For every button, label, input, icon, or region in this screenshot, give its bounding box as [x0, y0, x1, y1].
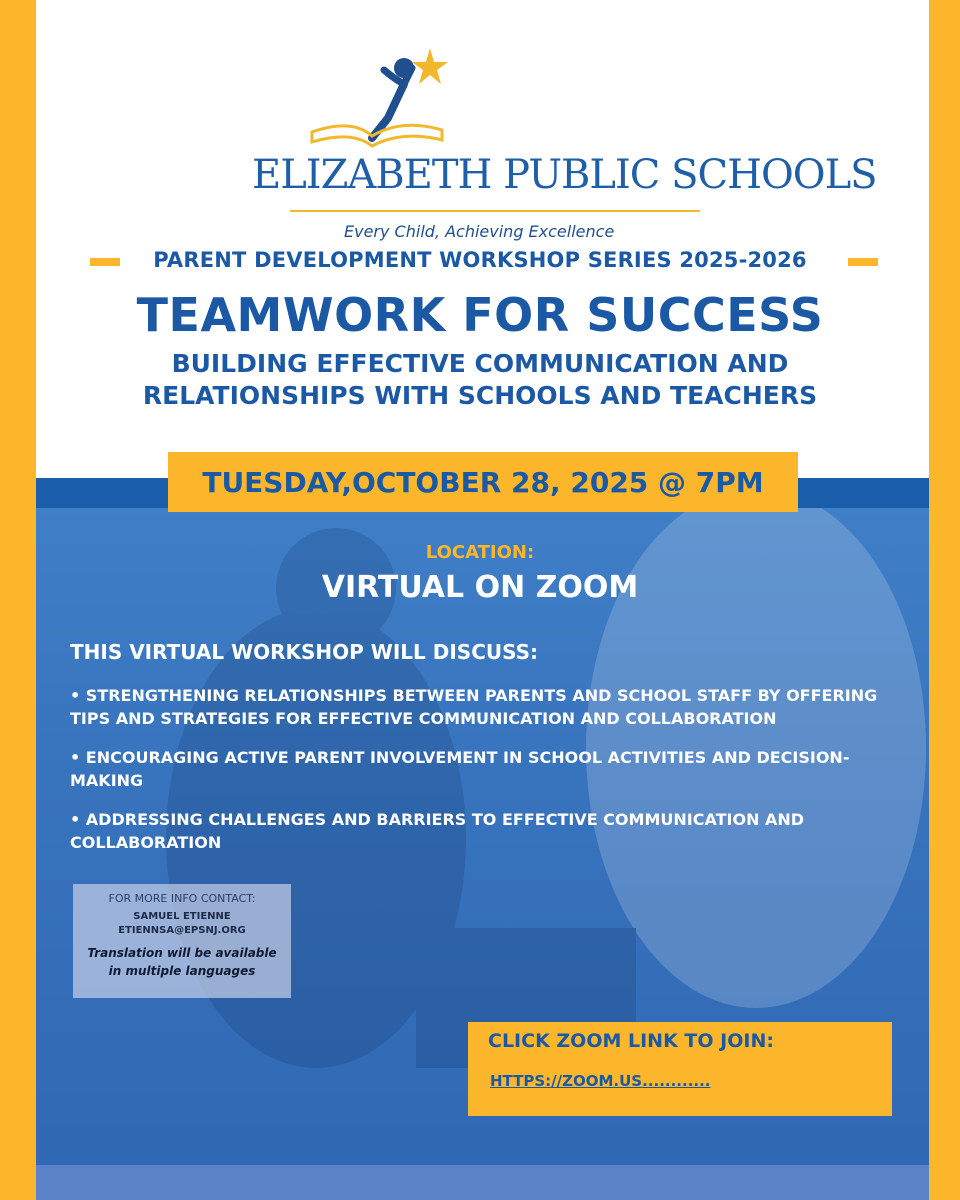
zoom-box — [468, 1022, 892, 1116]
discussion-points — [70, 684, 890, 870]
zoom-label: CLICK ZOOM LINK TO JOIN: — [488, 1030, 774, 1052]
contact-email: ETIENNSA@EPSNJ.ORG — [118, 925, 246, 936]
logo-title: ELIZABETH PUBLIC SCHOOLS — [252, 152, 877, 198]
workshop-subtitle — [0, 348, 960, 412]
contact-box — [73, 884, 291, 998]
zoom-link[interactable]: HTTPS://ZOOM.US............ — [490, 1072, 711, 1090]
translation-note-line-2: in multiple languages — [108, 964, 256, 978]
discussion-point: • ADDRESSING CHALLENGES AND BARRIERS TO EFFECTIVE COMMUNICATION AND COLLABORATION — [70, 810, 805, 852]
series-heading: PARENT DEVELOPMENT WORKSHOP SERIES 2025-2026 — [153, 248, 807, 272]
discussion-point: • STRENGTHENING RELATIONSHIPS BETWEEN PARENTS AND SCHOOL STAFF BY OFFERING TIPS AND STRATEGIES FOR EFFECTIVE COMMUNICATION AND COLLABORATION — [70, 686, 878, 728]
bottom-band — [36, 1165, 929, 1200]
date-banner — [168, 452, 798, 512]
location-value: VIRTUAL ON ZOOM — [321, 570, 639, 605]
reader-figure-icon — [292, 40, 452, 160]
event-date: TUESDAY,OCTOBER 28, 2025 @ 7PM — [202, 465, 764, 499]
workshop-title: TEAMWORK FOR SUCCESS — [136, 288, 824, 342]
district-logo — [252, 40, 877, 241]
discussion-heading: THIS VIRTUAL WORKSHOP WILL DISCUSS: — [70, 640, 539, 664]
discussion-point: • ENCOURAGING ACTIVE PARENT INVOLVEMENT IN SCHOOL ACTIVITIES AND DECISION-MAKING — [70, 748, 850, 790]
logo-rule — [290, 210, 700, 212]
logo-tagline: Every Child, Achieving Excellence — [344, 222, 615, 241]
contact-label: FOR MORE INFO CONTACT: — [108, 892, 256, 905]
location-label: LOCATION: — [425, 542, 535, 563]
subtitle-line-1: BUILDING EFFECTIVE COMMUNICATION AND — [171, 349, 789, 378]
subtitle-line-2: RELATIONSHIPS WITH SCHOOLS AND TEACHERS — [142, 381, 818, 410]
contact-name: SAMUEL ETIENNE — [133, 911, 231, 922]
translation-note-line-1: Translation will be available — [87, 946, 277, 960]
translation-note — [73, 944, 291, 980]
